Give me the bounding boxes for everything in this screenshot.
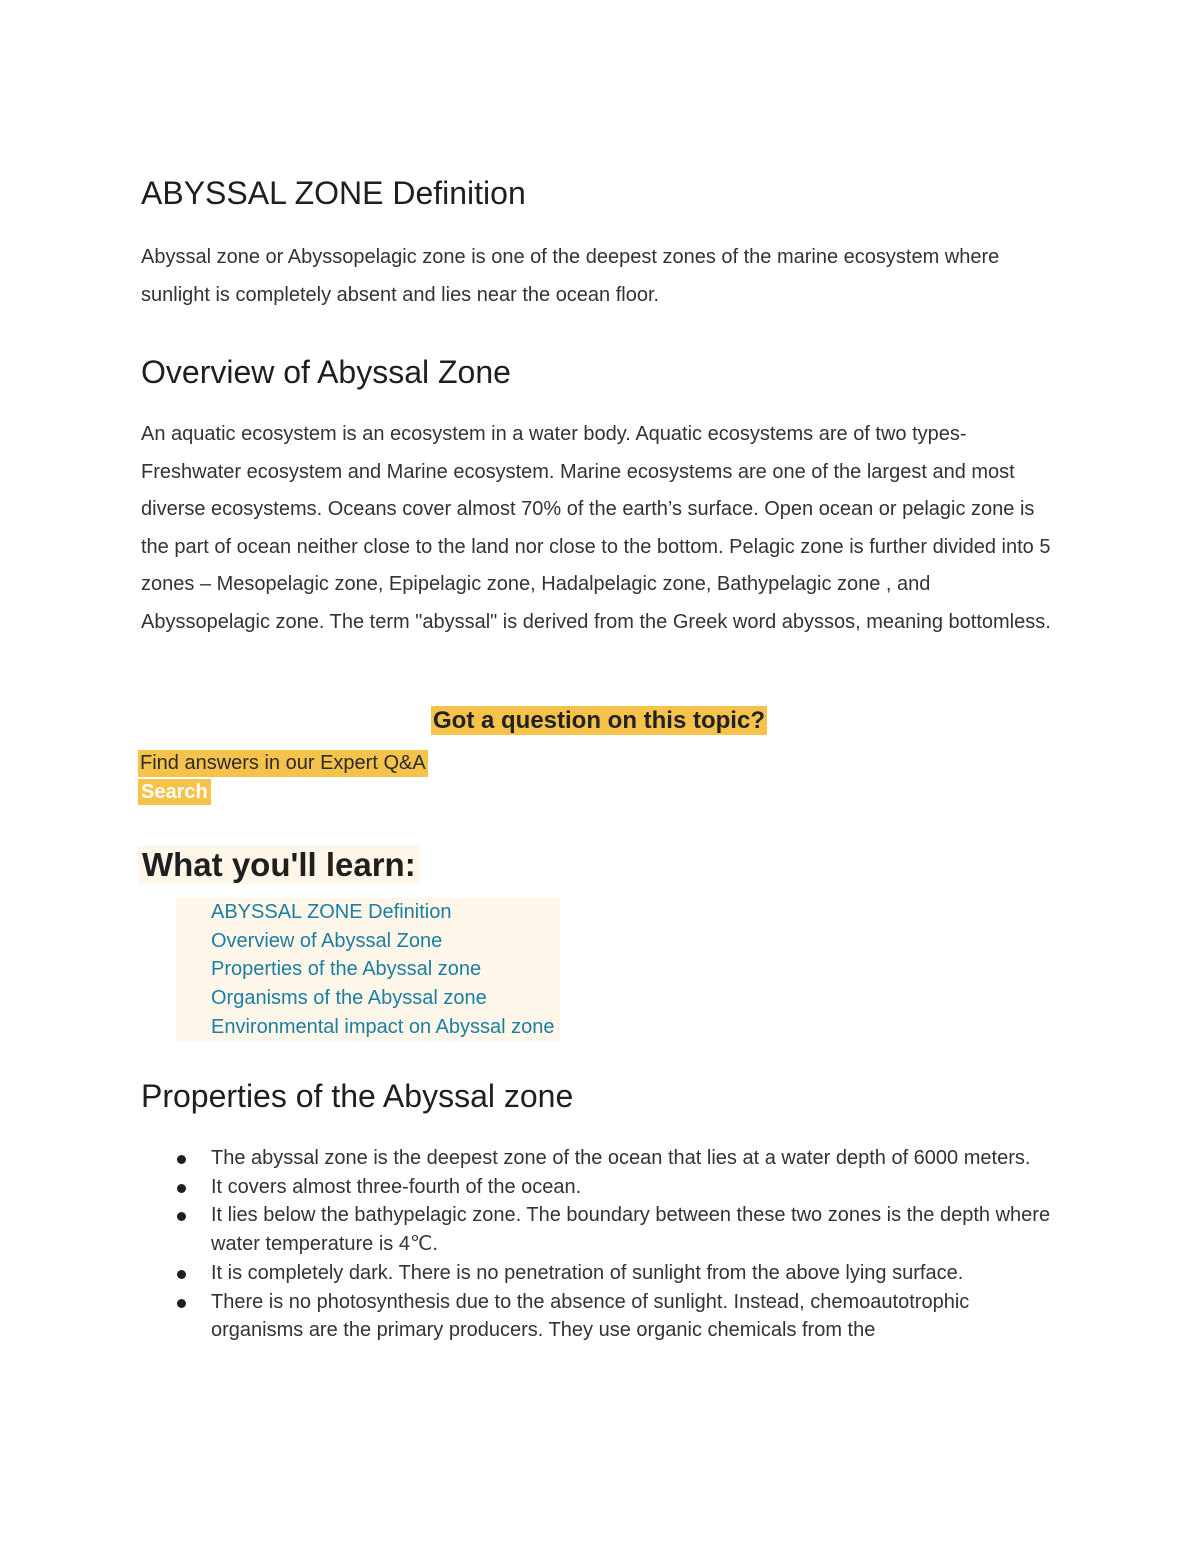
list-item — [141, 1144, 1061, 1173]
list-item — [141, 1259, 1061, 1288]
toc-item — [176, 927, 560, 956]
overview-heading: Overview of Abyssal Zone — [141, 354, 511, 390]
toc-item — [176, 898, 560, 927]
list-item-text: There is no photosynthesis due to the absence of sunlight. Instead, chemoautotrophic organisms are the primary producers. They use organic chemicals from the — [211, 1290, 970, 1342]
list-item-text: It covers almost three-fourth of the ocean. — [211, 1175, 582, 1198]
bullet-icon — [177, 1155, 186, 1164]
bullet-icon — [177, 1184, 186, 1193]
definition-paragraph: Abyssal zone or Abyssopelagic zone is one of the deepest zones of the marine ecosystem where sunlight is completely absent and lies near the ocean floor. — [141, 246, 1000, 306]
properties-list — [141, 1144, 1061, 1345]
qa-expert-link[interactable]: Find answers in our Expert Q&A — [138, 750, 428, 777]
qa-heading — [141, 707, 1057, 735]
toc-item — [176, 984, 560, 1013]
qa-heading-text: Got a question on this topic? — [433, 707, 765, 734]
learn-heading: What you'll learn: — [138, 846, 420, 884]
bullet-icon — [177, 1270, 186, 1279]
bullet-icon — [177, 1212, 186, 1221]
bullet-icon — [177, 1299, 186, 1308]
toc-item — [176, 955, 560, 984]
toc-link-environmental-impact[interactable]: Environmental impact on Abyssal zone — [211, 1015, 555, 1038]
toc-link-definition[interactable]: ABYSSAL ZONE Definition — [211, 901, 452, 923]
list-item — [141, 1288, 1061, 1345]
table-of-contents — [176, 898, 560, 1041]
properties-heading: Properties of the Abyssal zone — [141, 1078, 574, 1114]
list-item — [141, 1201, 1061, 1258]
list-item — [141, 1173, 1061, 1202]
toc-link-organisms[interactable]: Organisms of the Abyssal zone — [211, 987, 487, 1010]
page-title: ABYSSAL ZONE Definition — [141, 175, 526, 211]
overview-paragraph: An aquatic ecosystem is an ecosystem in a water body. Aquatic ecosystems are of two types-Freshwater ecosystem and Marine ecosystem. Marine ecosystems are one of the largest and most diverse ecosystems. Oceans cover almost 70% of the earth’s surface. Open ocean or pelagic zone is the part of ocean neither close to the land nor close to the bottom. Pelagic zone is further divided into 5 zones – Mesopelagic zone, Epipelagic zone, Hadalpelagic zone, Bathypelagic zone , and Abyssopelagic zone. The term "abyssal" is derived from the Greek word abyssos, meaning bottomless. — [141, 423, 1051, 633]
list-item-text: The abyssal zone is the deepest zone of the ocean that lies at a water depth of 6000 meters. — [211, 1147, 1031, 1169]
search-button[interactable]: Search — [138, 779, 211, 805]
toc-link-overview[interactable]: Overview of Abyssal Zone — [211, 929, 443, 952]
toc-item — [176, 1013, 560, 1042]
list-item-text: It lies below the bathypelagic zone. The boundary between these two zones is the depth where water temperature is 4℃. — [211, 1204, 1051, 1256]
list-item-text: It is completely dark. There is no penetration of sunlight from the above lying surface. — [211, 1261, 964, 1284]
toc-link-properties[interactable]: Properties of the Abyssal zone — [211, 958, 482, 981]
